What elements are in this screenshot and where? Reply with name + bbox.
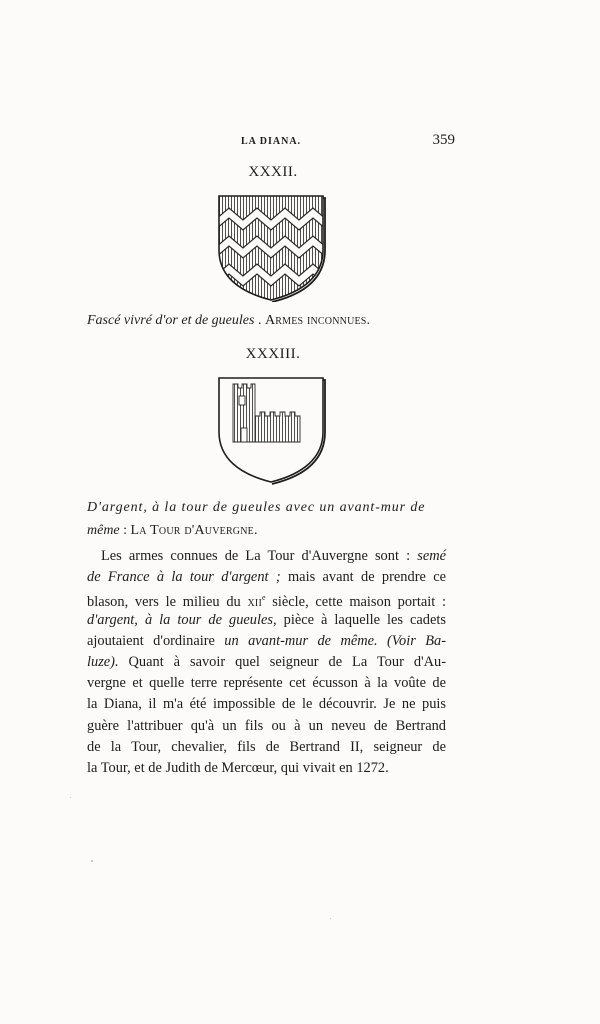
text-line bbox=[87, 590, 446, 610]
text-run: e bbox=[261, 593, 266, 603]
entry-numeral-xxxii: XXXII. bbox=[248, 164, 298, 180]
text-run: Quant à savoir quel seigneur de La Tour d'Au- bbox=[118, 654, 446, 670]
text-run: Les armes connues de La Tour d'Auvergne sont : bbox=[101, 548, 418, 564]
running-title: LA DIANA. bbox=[240, 136, 302, 147]
text-line bbox=[87, 654, 446, 670]
page-number: 359 bbox=[432, 132, 455, 148]
entry-numeral-xxxiii: XXXIII. bbox=[245, 346, 301, 362]
caption-attribution: La Tour d'Auvergne. bbox=[130, 523, 258, 538]
text-run: xii bbox=[247, 594, 262, 611]
running-head bbox=[87, 132, 455, 152]
text-run: un avant-mur de même. (Voir Ba- bbox=[224, 632, 446, 649]
text-line bbox=[87, 612, 446, 628]
text-run: luze). bbox=[87, 654, 119, 670]
text-run: siècle, cette maison portait : bbox=[265, 594, 446, 611]
caption-attribution: Armes inconnues. bbox=[264, 313, 371, 328]
caption-separator: : bbox=[119, 523, 131, 538]
text-run: vergne et quelle terre représente cet écusson à la voûte de bbox=[87, 675, 446, 692]
heraldic-shield-tower-icon bbox=[215, 374, 327, 486]
paper-speck bbox=[70, 797, 71, 798]
caption-xxxii bbox=[87, 313, 467, 329]
text-run: ajoutaient d'ordinaire bbox=[87, 632, 225, 649]
text-line bbox=[87, 718, 446, 734]
text-run: de France à la tour d'argent ; bbox=[87, 569, 281, 586]
text-run: guère l'attribuer qu'à un fils ou à un neveu de Bertrand bbox=[87, 717, 446, 734]
text-line bbox=[87, 569, 446, 585]
text-run: la Diana, il m'a été impossible de le découvrir. Je ne puis bbox=[87, 696, 446, 713]
text-run: blason, vers le milieu du bbox=[87, 594, 248, 611]
caption-separator: . bbox=[254, 313, 265, 328]
text-run: la Tour, et de Judith de Mercœur, qui vivait en 1272. bbox=[87, 760, 389, 776]
caption-xxxiii-line-1 bbox=[87, 500, 447, 516]
text-line bbox=[87, 548, 446, 564]
text-run: pièce à laquelle les cadets bbox=[276, 611, 446, 628]
text-line bbox=[87, 633, 446, 649]
text-line bbox=[87, 760, 446, 776]
text-line bbox=[87, 675, 446, 691]
paper-speck bbox=[330, 918, 331, 919]
text-run: semé bbox=[417, 548, 446, 564]
caption-blazon-end: même bbox=[87, 523, 120, 538]
text-line bbox=[87, 739, 446, 755]
text-run: d'argent, à la tour de gueules, bbox=[87, 611, 277, 628]
caption-blazon: Fascé vivré d'or et de gueules bbox=[87, 313, 255, 328]
heraldic-shield-fasce-vivre-icon bbox=[215, 190, 327, 302]
caption-blazon: D'argent, à la tour de gueules avec un avant-mur de bbox=[87, 500, 426, 515]
text-run: de la Tour, chevalier, fils de Bertrand II, seigneur de bbox=[87, 738, 446, 755]
paper-speck bbox=[91, 860, 93, 862]
text-run: mais avant de prendre ce bbox=[280, 569, 446, 586]
caption-xxxiii-line-2 bbox=[87, 523, 467, 539]
text-line bbox=[87, 696, 446, 712]
